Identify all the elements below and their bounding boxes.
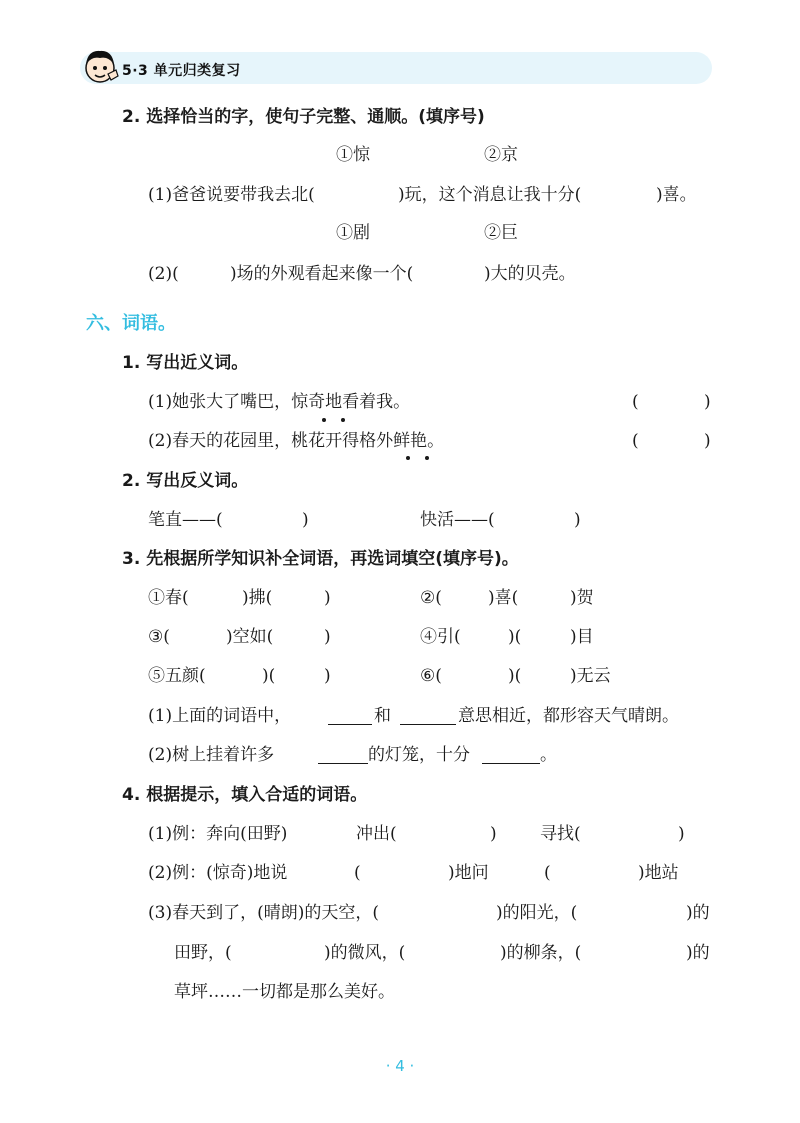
- word-fill: )(: [508, 627, 522, 647]
- word-fill: ): [324, 666, 331, 686]
- fill-sentence: (1)上面的词语中，: [148, 706, 292, 726]
- answer-paren: ): [574, 510, 581, 530]
- sentence-text: (1)她张大了嘴巴，惊奇地看着我。: [148, 392, 411, 412]
- blank-line[interactable]: [482, 763, 540, 764]
- blank-line[interactable]: [400, 724, 456, 725]
- antonym-prompt: 快活——(: [420, 510, 495, 530]
- fill-sentence: 和: [374, 706, 391, 726]
- fill-sentence: )的柳条，(: [500, 943, 582, 963]
- sentence-text: (1)爸爸说要带我去北(: [148, 185, 315, 205]
- option-label: ②巨: [484, 223, 518, 243]
- word-fill: )无云: [570, 666, 611, 686]
- fill-sentence: )地问: [448, 863, 489, 883]
- option-label: ①剧: [336, 223, 370, 243]
- answer-paren[interactable]: (: [632, 431, 639, 451]
- word-fill: )贺: [570, 588, 594, 608]
- word-fill: )(: [262, 666, 276, 686]
- fill-sentence: 。: [540, 745, 557, 765]
- cartoon-boy-icon: [78, 44, 122, 88]
- fill-sentence: (2)树上挂着许多: [148, 745, 275, 765]
- emphasis-dot: [425, 456, 429, 460]
- sentence-text: (2)春天的花园里，桃花开得格外鲜艳。: [148, 431, 445, 451]
- blank-line[interactable]: [318, 763, 368, 764]
- answer-paren: ): [302, 510, 309, 530]
- answer-paren: (: [544, 863, 551, 883]
- question-title: 2. 选择恰当的字，使句子完整、通顺。(填序号): [122, 107, 485, 127]
- emphasis-dot: [322, 418, 326, 422]
- header-title: 5·3 单元归类复习: [122, 63, 241, 79]
- section-title: 六、词语。: [86, 313, 176, 334]
- blank-line[interactable]: [328, 724, 372, 725]
- word-fill: ): [324, 588, 331, 608]
- fill-sentence: 的灯笼，十分: [368, 745, 470, 765]
- fill-sentence: )地站: [638, 863, 679, 883]
- option-label: ②京: [484, 145, 518, 165]
- fill-sentence: )的阳光，(: [496, 903, 578, 923]
- fill-sentence: )的微风，(: [324, 943, 406, 963]
- word-fill: ④引(: [420, 627, 461, 647]
- fill-sentence: )的: [686, 943, 710, 963]
- fill-sentence: )的: [686, 903, 710, 923]
- fill-sentence: (3)春天到了，(晴朗)的天空，(: [148, 903, 379, 923]
- word-fill: ⑤五颜(: [148, 666, 206, 686]
- sentence-text: )场的外观看起来像一个(: [230, 264, 414, 284]
- answer-paren: ): [678, 824, 685, 844]
- antonym-prompt: 笔直——(: [148, 510, 223, 530]
- sentence-text: (2)(: [148, 264, 179, 284]
- answer-paren: ): [490, 824, 497, 844]
- fill-sentence: 草坪……一切都是那么美好。: [174, 982, 395, 1002]
- question-title: 2. 写出反义词。: [122, 471, 249, 491]
- example-text: (1)例：奔向(田野): [148, 824, 288, 844]
- word-fill: ⑥(: [420, 666, 442, 686]
- page-number: · 4 ·: [385, 1057, 415, 1075]
- fill-sentence: 田野，(: [174, 943, 232, 963]
- sentence-text: )玩，这个消息让我十分(: [398, 185, 582, 205]
- word-fill: ①春(: [148, 588, 189, 608]
- sentence-text: )大的贝壳。: [484, 264, 576, 284]
- question-title: 4. 根据提示，填入合适的词语。: [122, 785, 368, 805]
- example-text: (2)例：(惊奇)地说: [148, 863, 288, 883]
- answer-paren[interactable]: (: [632, 392, 639, 412]
- question-title: 1. 写出近义词。: [122, 353, 249, 373]
- word-fill: )目: [570, 627, 594, 647]
- fill-sentence: 意思相近，都形容天气晴朗。: [458, 706, 679, 726]
- word-fill: )拂(: [242, 588, 273, 608]
- answer-paren: ): [704, 392, 711, 412]
- question-title: 3. 先根据所学知识补全词语，再选词填空(填序号)。: [122, 549, 519, 569]
- word-fill: ): [324, 627, 331, 647]
- fill-sentence: 寻找(: [540, 824, 581, 844]
- answer-paren: ): [704, 431, 711, 451]
- emphasis-dot: [341, 418, 345, 422]
- word-fill: )空如(: [226, 627, 274, 647]
- word-fill: ②(: [420, 588, 442, 608]
- option-label: ①惊: [336, 145, 370, 165]
- word-fill: )喜(: [488, 588, 519, 608]
- fill-sentence: 冲出(: [356, 824, 397, 844]
- answer-paren: (: [354, 863, 361, 883]
- word-fill: )(: [508, 666, 522, 686]
- sentence-text: )喜。: [656, 185, 697, 205]
- emphasis-dot: [406, 456, 410, 460]
- word-fill: ③(: [148, 627, 170, 647]
